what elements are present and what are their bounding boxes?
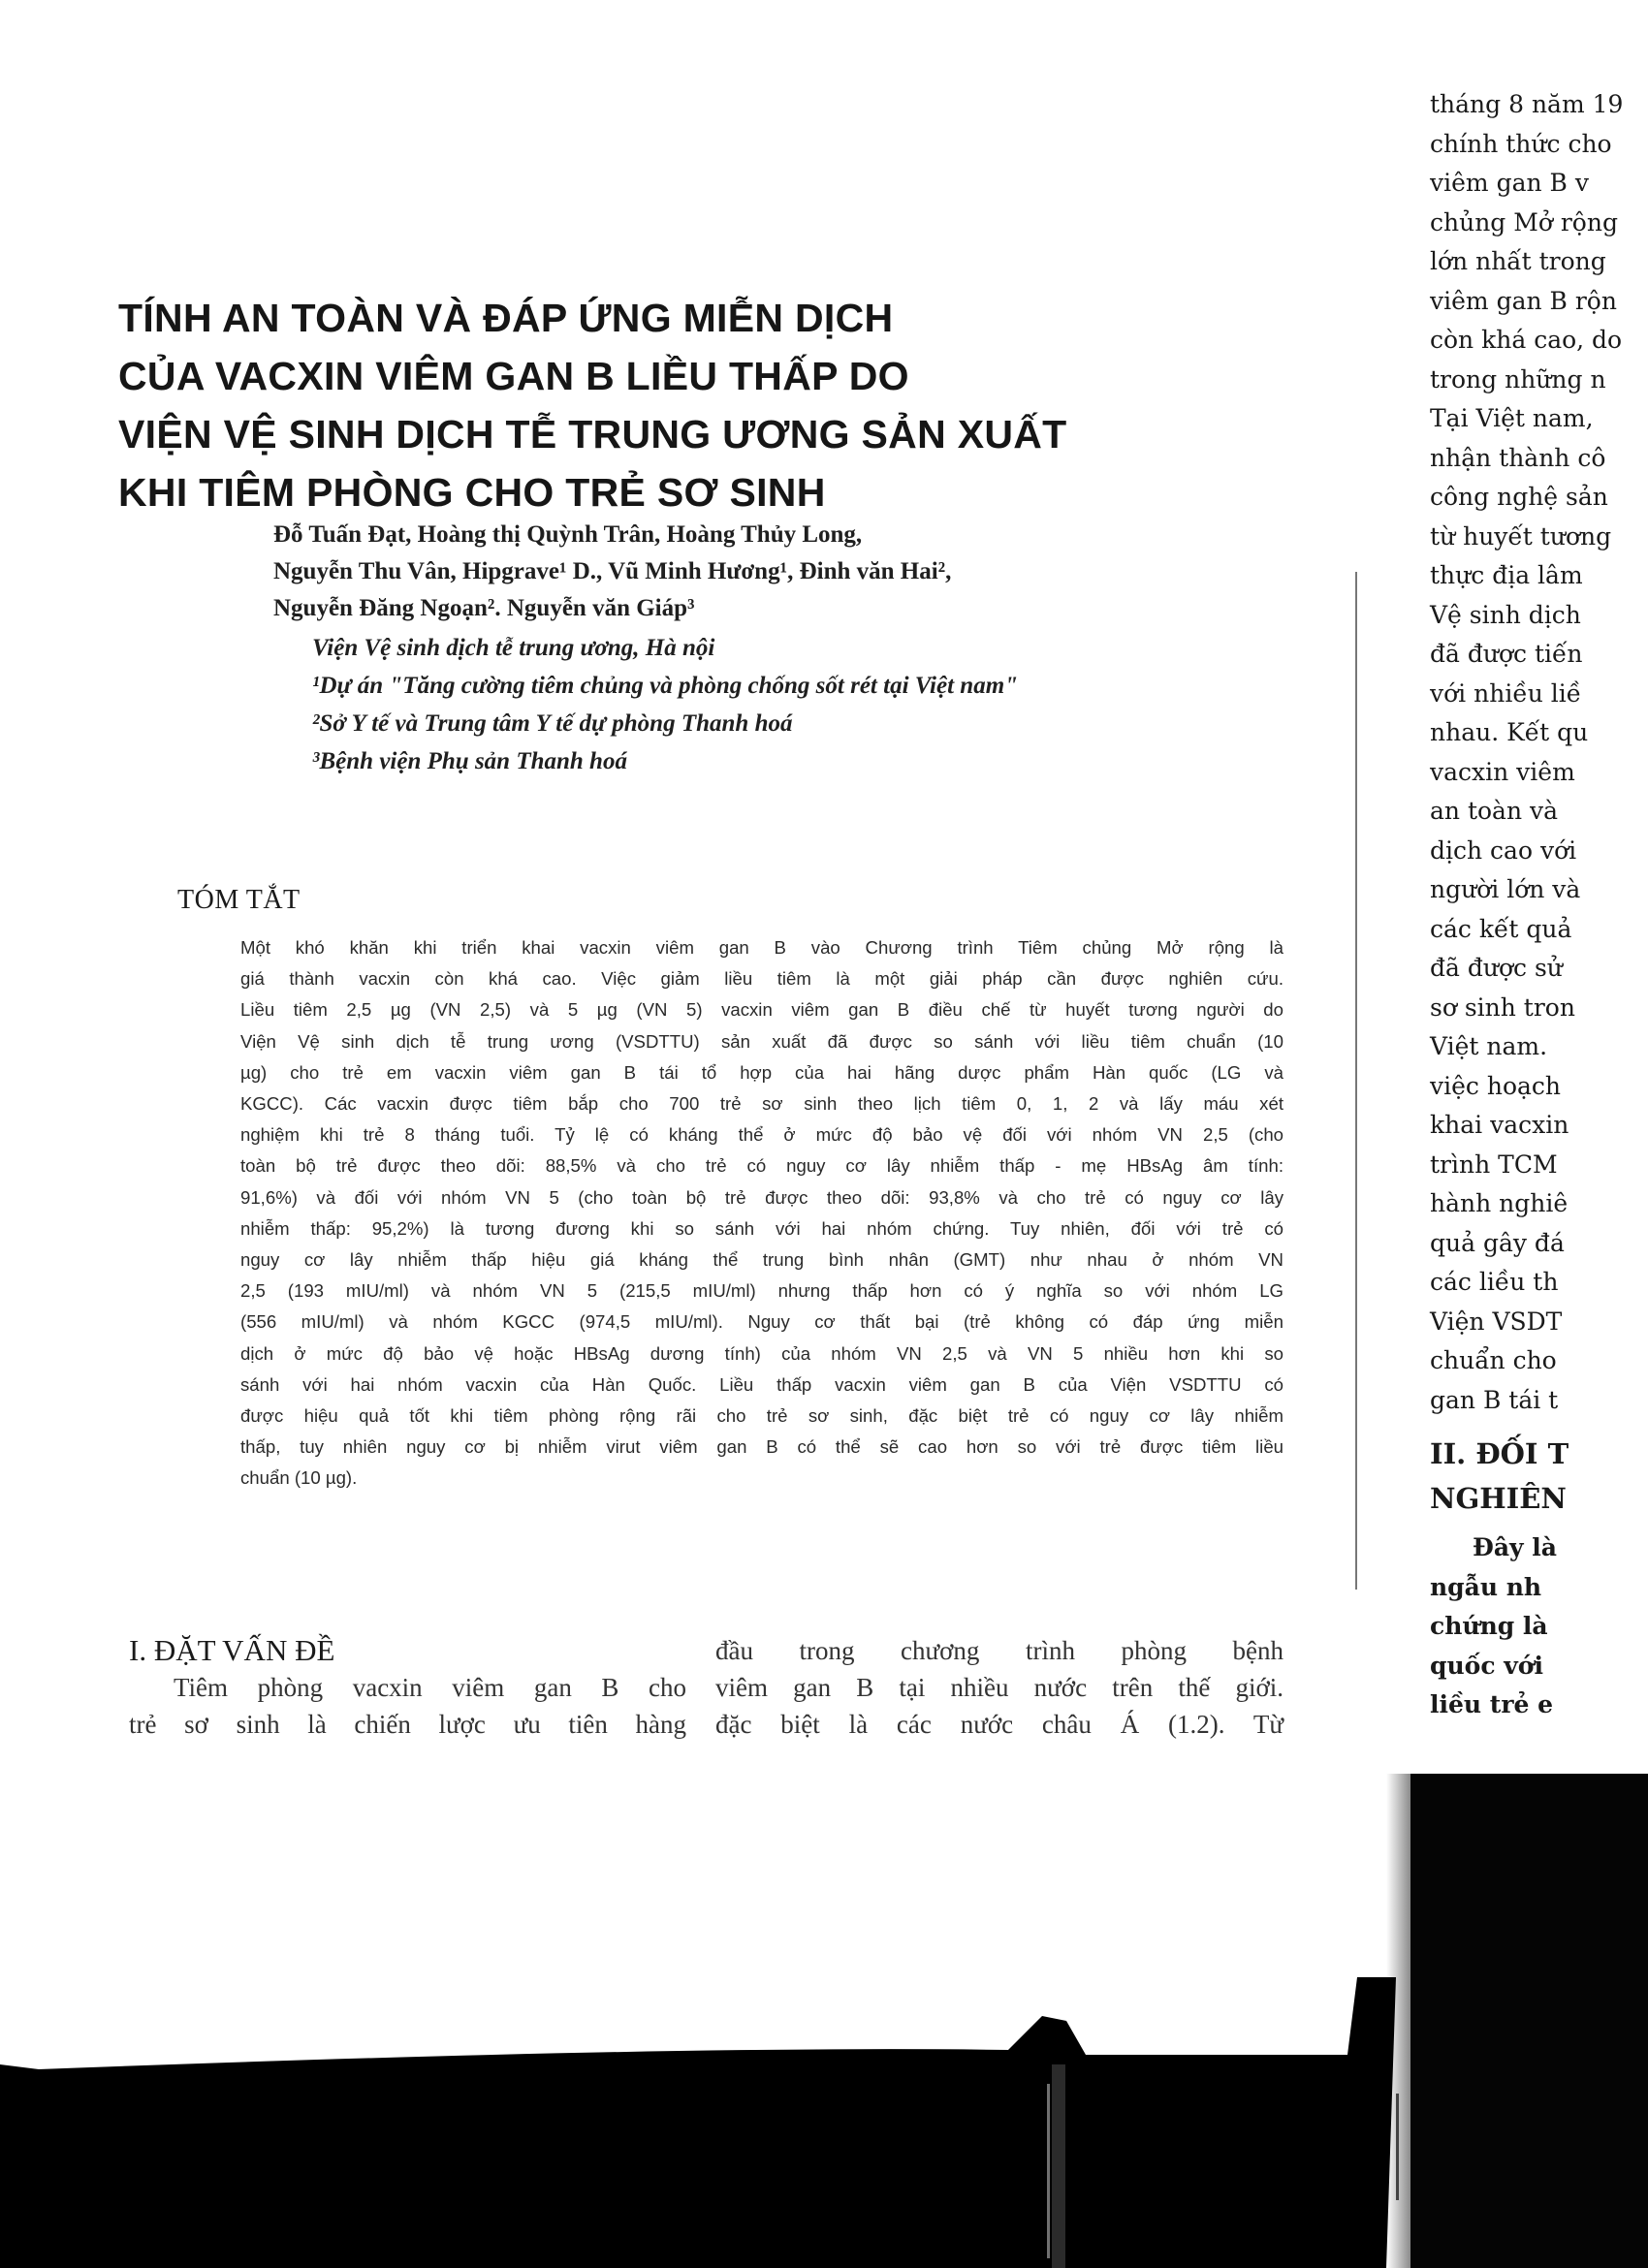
author-line-1: Đỗ Tuấn Đạt, Hoàng thị Quỳnh Trân, Hoàng Thủy Long, [273,521,863,548]
facing-line: trong những n [1430,364,1606,394]
affiliation-line-4: ³Bệnh viện Phụ sản Thanh hoá [312,748,627,774]
abstract-line: Một khó khăn khi triển khai vacxin viêm gan B vào Chương trình Tiêm chủng Mở rộng là [240,937,1284,958]
scan-dark-edge [1410,1774,1648,2268]
facing-line: Vệ sinh dịch [1430,600,1581,629]
abstract-line: (556 mIU/ml) và nhóm KGCC (974,5 mIU/ml). Nguy cơ thất bại (trẻ không có đáp ứng miễn [240,1311,1284,1333]
facing-line: chuẩn cho [1430,1346,1557,1374]
author-line-2: Nguyễn Thu Vân, Hipgrave¹ D., Vũ Minh Hương¹, Đinh văn Hai², [273,558,952,584]
facing-line: Đây là [1473,1533,1557,1561]
body-line: đầu trong chương trình phòng bệnh [715,1636,1284,1665]
page-gutter-line [1355,572,1357,1590]
facing-section-heading: NGHIÊN [1430,1482,1567,1515]
facing-line: chủng Mở rộng [1430,207,1618,236]
abstract-line: KGCC). Các vacxin được tiêm bắp cho 700 trẻ sơ sinh theo lịch tiêm 0, 1, 2 và lấy máu xét [240,1093,1284,1115]
author-line-3: Nguyễn Đăng Ngoạn². Nguyễn văn Giáp³ [273,595,695,621]
facing-line: liều trẻ e [1430,1690,1554,1718]
abstract-line: nhiễm thấp: 95,2%) là tương đương khi so sánh với hai nhóm chứng. Tuy nhiên, đối với trẻ có [240,1217,1284,1239]
abstract-line: µg) cho trẻ em vacxin viêm gan B tái tổ hợp của hai hãng dược phẩm Hàn quốc (LG và [240,1061,1284,1083]
abstract-line: nguy cơ lây nhiễm thấp hiệu giá kháng thể trung bình nhân (GMT) như nhau ở nhóm VN [240,1249,1284,1271]
facing-line: đã được tiến [1430,640,1583,668]
facing-line: viêm gan B v [1430,169,1589,197]
facing-line: Viện VSDT [1430,1307,1563,1336]
affiliation-line-1: Viện Vệ sinh dịch tễ trung ương, Hà nội [312,635,715,661]
title-line-4: KHI TIÊM PHÒNG CHO TRẺ SƠ SINH [118,470,826,515]
facing-line: các liều th [1430,1268,1559,1296]
abstract-line: 2,5 (193 mIU/ml) và nhóm VN 5 (215,5 mIU/ml) nhưng thấp hơn có ý nghĩa so với nhóm LG [240,1280,1284,1302]
abstract-line: 91,6%) và đối với nhóm VN 5 (cho toàn bộ trẻ được theo dõi: 93,8% và cho trẻ có nguy cơ lây [240,1186,1284,1208]
body-line: trẻ sơ sinh là chiến lược ưu tiên hàng [129,1710,686,1739]
facing-line: nhau. Kết qu [1430,718,1589,746]
body-line: Tiêm phòng vacxin viêm gan B cho [174,1673,686,1702]
facing-line: thực địa lâm [1430,561,1583,589]
title-line-2: CỦA VACXIN VIÊM GAN B LIỀU THẤP DO [118,354,909,398]
abstract-line: Viện Vệ sinh dịch tễ trung ương (VSDTTU) sản xuất đã được so sánh với liều tiêm chuẩn (10 [240,1030,1284,1052]
title-line-3: VIỆN VỆ SINH DỊCH TỄ TRUNG ƯƠNG SẢN XUẤT [118,412,1067,457]
abstract-line: giá thành vacxin còn khá cao. Việc giảm liều tiêm là một giải pháp cần được nghiên cứu. [240,968,1284,990]
abstract-line: thấp, tuy nhiên nguy cơ bị nhiễm virut viêm gan B có thể sẽ cao hơn so với trẻ được tiêm liều [240,1436,1284,1458]
facing-line: chứng là [1430,1612,1548,1640]
affiliation-list [312,629,1282,780]
facing-line: người lớn và [1430,875,1581,903]
facing-line: lớn nhất trong [1430,247,1606,275]
facing-line: gan B tái t [1430,1385,1559,1414]
affiliation-line-2: ¹Dự án "Tăng cường tiêm chủng và phòng chống sốt rét tại Việt nam" [312,673,1019,699]
facing-line: Tại Việt nam, [1430,404,1594,432]
facing-line: khai vacxin [1430,1111,1569,1139]
facing-line: dịch cao với [1430,835,1577,865]
body-line: viêm gan B tại nhiều nước trên thế giới. [715,1673,1284,1702]
facing-page-column [1430,85,1648,1725]
facing-line: chính thức cho [1430,129,1612,158]
section-1-heading: I. ĐẶT VẤN ĐỀ [129,1633,335,1667]
facing-line: ngẫu nh [1430,1572,1542,1601]
abstract-line: nghiệm khi trẻ 8 tháng tuổi. Tỷ lệ có kháng thể ở mức độ bảo vệ đối với nhóm VN 2,5 (cho [240,1124,1284,1146]
abstract-line: sánh với hai nhóm vacxin của Hàn Quốc. Liều thấp vacxin viêm gan B của Viện VSDTTU có [240,1373,1284,1395]
affiliation-line-3: ²Sở Y tế và Trung tâm Y tế dự phòng Thanh hoá [312,710,793,737]
body-line: đặc biệt là các nước châu Á (1.2). Từ [715,1710,1284,1739]
section-1-middle-column [715,1632,1284,1743]
facing-line: viêm gan B rộn [1430,286,1617,315]
facing-line: an toàn và [1430,797,1559,825]
abstract-body [240,932,1284,1495]
facing-line: từ huyết tương [1430,521,1612,551]
abstract-line: dịch ở mức độ bảo vệ hoặc HBsAg dương tính) của nhóm VN 2,5 và VN 5 nhiều hơn khi so [240,1342,1284,1364]
facing-line: trình TCM [1430,1150,1558,1179]
facing-line: việc hoạch [1430,1071,1562,1100]
abstract-line: toàn bộ trẻ được theo dõi: 88,5% và cho trẻ có nguy cơ lây nhiễm thấp - mẹ HBsAg âm tính: [240,1155,1284,1177]
abstract-line: chuẩn (10 µg). [240,1467,358,1489]
facing-line: với nhiều liề [1430,678,1582,708]
facing-line: tháng 8 năm 19 [1430,90,1624,118]
author-list [273,517,1282,627]
abstract-line: Liều tiêm 2,5 µg (VN 2,5) và 5 µg (VN 5) vacxin viêm gan B điều chế từ huyết tương người do [240,999,1284,1021]
abstract-line: được hiệu quả tốt khi tiêm phòng rộng rãi cho trẻ sơ sinh, đặc biệt trẻ có nguy cơ lây nhiễm [240,1405,1284,1427]
facing-line: các kết quả [1430,914,1572,943]
facing-line: vacxin viêm [1430,757,1575,786]
facing-line: còn khá cao, do [1430,326,1623,354]
facing-line: nhận thành cô [1430,443,1606,472]
abstract-heading: TÓM TẮT [177,885,301,915]
facing-line: hành nghiê [1430,1189,1569,1217]
facing-line: Việt nam. [1430,1032,1548,1060]
facing-line: đã được sử [1430,954,1563,982]
facing-line: quốc với [1430,1651,1543,1680]
facing-line: quả gây đá [1430,1228,1565,1257]
section-1-left-column [129,1669,686,1743]
article-title [118,289,1088,521]
title-line-1: TÍNH AN TOÀN VÀ ĐÁP ỨNG MIỄN DỊCH [118,296,894,340]
facing-line: công nghệ sản [1430,483,1608,511]
facing-section-heading: II. ĐỐI T [1430,1437,1569,1470]
facing-line: sơ sinh tron [1430,992,1575,1022]
